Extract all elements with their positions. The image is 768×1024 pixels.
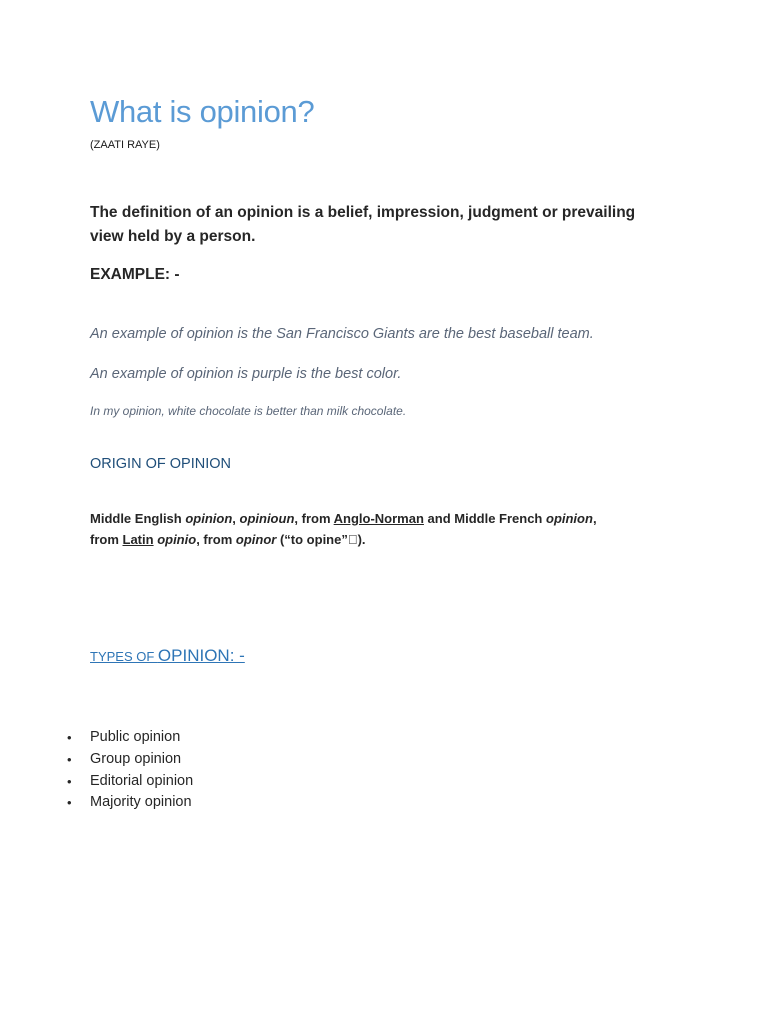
- definition-paragraph: The definition of an opinion is a belief, impression, judgment or prevailing view held by a person.: [90, 204, 636, 245]
- types-list: [67, 727, 194, 814]
- etymology-term: opinioun: [239, 511, 295, 526]
- types-heading: [90, 646, 245, 666]
- example-heading: EXAMPLE: -: [90, 266, 180, 283]
- example-item: An example of opinion is purple is the best color.: [90, 366, 402, 382]
- etymology-text: ,: [232, 511, 240, 526]
- etymology-text: and Middle French: [423, 511, 546, 526]
- etymology-text: , from: [294, 511, 334, 526]
- etymology-text: , from: [196, 532, 236, 547]
- etymology-paragraph: [90, 508, 670, 550]
- etymology-text: Middle English: [90, 511, 186, 526]
- example-item: An example of opinion is the San Francisco Giants are the best baseball team.: [90, 326, 594, 342]
- origin-heading: ORIGIN OF OPINION: [90, 456, 231, 472]
- etymology-term: opinion: [546, 511, 593, 526]
- list-item: [67, 749, 193, 771]
- etymology-text: (“to opine” ).: [276, 532, 366, 547]
- latin-link[interactable]: Latin: [122, 532, 154, 547]
- bullet-icon: •: [67, 751, 72, 767]
- page-title: What is opinion?: [90, 94, 315, 129]
- bullet-icon: •: [67, 795, 72, 811]
- etymology-text: from: [90, 532, 123, 547]
- example-item: In my opinion, white chocolate is better than milk chocolate.: [90, 404, 407, 418]
- anglo-norman-link[interactable]: Anglo-Norman: [333, 511, 424, 526]
- list-item-label: Majority opinion: [90, 794, 192, 811]
- list-item: [67, 727, 193, 749]
- bullet-icon: •: [67, 730, 72, 745]
- etymology-term: opinion: [185, 511, 233, 526]
- list-item: [67, 771, 194, 793]
- types-heading-part: TYPES OF: [90, 649, 158, 664]
- page-subtitle: (ZAATI RAYE): [90, 139, 160, 151]
- list-item-label: Public opinion: [90, 729, 181, 745]
- etymology-text: ,: [592, 511, 597, 526]
- bullet-icon: •: [67, 773, 72, 789]
- types-heading-part: OPINION: -: [157, 646, 245, 665]
- etymology-term: opinor: [235, 532, 277, 547]
- list-item-label: Editorial opinion: [90, 772, 194, 789]
- etymology-term: opinio: [157, 532, 197, 547]
- list-item: [67, 792, 193, 814]
- list-item-label: Group opinion: [90, 750, 182, 767]
